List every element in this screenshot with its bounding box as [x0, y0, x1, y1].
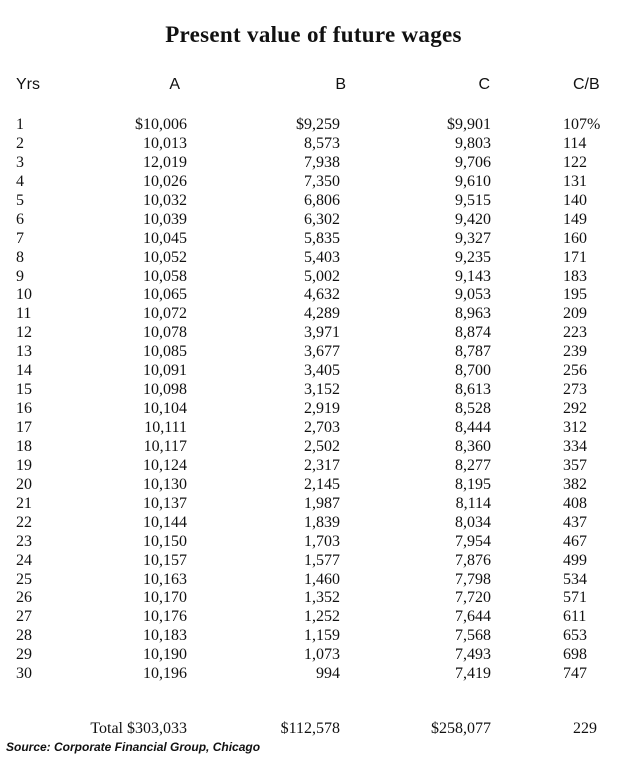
- table-row: [0, 268, 627, 287]
- cell-yrs: 23: [16, 532, 32, 550]
- cell-cb: 239: [563, 343, 587, 361]
- table-row: [0, 135, 627, 154]
- cell-cb: 292: [563, 400, 587, 418]
- cell-yrs: 22: [16, 513, 32, 531]
- cell-cb: 499: [563, 551, 587, 569]
- header-cb: C/B: [573, 76, 600, 93]
- cell-a: 10,039: [143, 210, 187, 228]
- cell-c: 7,720: [455, 589, 491, 607]
- cell-c: 8,528: [455, 400, 491, 418]
- table-row: [0, 627, 627, 646]
- cell-b: 6,302: [304, 210, 340, 228]
- cell-c: $9,901: [447, 116, 491, 133]
- cell-yrs: 3: [16, 153, 24, 171]
- cell-b: $9,259: [296, 116, 340, 133]
- cell-yrs: 10: [16, 286, 32, 304]
- table-row: [0, 514, 627, 533]
- table-row: [0, 324, 627, 343]
- cell-yrs: 25: [16, 570, 32, 588]
- cell-a: 10,170: [143, 589, 187, 607]
- table-row: [0, 495, 627, 514]
- cell-a: 10,190: [143, 646, 187, 664]
- cell-yrs: 2: [16, 134, 24, 152]
- cell-yrs: 18: [16, 437, 32, 455]
- cell-c: 8,700: [455, 362, 491, 380]
- cell-b: 8,573: [304, 134, 340, 152]
- cell-cb: 357: [563, 456, 587, 474]
- cell-cb: 437: [563, 513, 587, 531]
- table-row: [0, 286, 627, 305]
- table-row: [0, 608, 627, 627]
- table-row: [0, 400, 627, 419]
- cell-cb: 114: [563, 134, 587, 152]
- cell-c: 7,493: [455, 646, 491, 664]
- cell-c: 8,195: [455, 475, 491, 493]
- cell-yrs: 7: [16, 229, 24, 247]
- cell-b: 2,919: [304, 400, 340, 418]
- cell-a: 10,144: [143, 513, 187, 531]
- cell-b: 7,350: [304, 172, 340, 190]
- cell-yrs: 24: [16, 551, 32, 569]
- cell-cb: 223: [563, 324, 587, 342]
- cell-yrs: 27: [16, 608, 32, 626]
- cell-a: 10,072: [143, 305, 187, 323]
- header-a: A: [169, 76, 180, 93]
- cell-cb: 747: [563, 665, 587, 683]
- cell-a: 10,157: [143, 551, 187, 569]
- cell-yrs: 29: [16, 646, 32, 664]
- cell-b: 2,703: [304, 419, 340, 436]
- total-c: $258,077: [431, 720, 491, 737]
- table-row: [0, 381, 627, 400]
- cell-c: 9,420: [455, 210, 491, 228]
- cell-b: 2,145: [304, 475, 340, 493]
- cell-yrs: 4: [16, 172, 24, 190]
- cell-a: 10,176: [143, 608, 187, 626]
- cell-c: 9,235: [455, 248, 491, 266]
- cell-cb: 382: [563, 475, 587, 493]
- cell-yrs: 6: [16, 210, 24, 228]
- table-row: [0, 116, 627, 135]
- table-row: [0, 438, 627, 457]
- cell-a: 10,124: [143, 456, 187, 474]
- source-note: Source: Corporate Financial Group, Chicago: [6, 740, 261, 754]
- cell-a: 10,091: [143, 362, 187, 380]
- total-b: $112,578: [280, 720, 340, 737]
- cell-b: 2,502: [304, 437, 340, 455]
- cell-a: 12,019: [143, 153, 187, 171]
- cell-a: 10,150: [143, 532, 187, 550]
- cell-yrs: 8: [16, 248, 24, 266]
- cell-cb: 160: [563, 229, 587, 247]
- cell-c: 8,613: [455, 381, 491, 399]
- table-row: [0, 552, 627, 571]
- cell-a: 10,163: [143, 570, 187, 588]
- table-row: [0, 230, 627, 249]
- cell-cb: 653: [563, 627, 587, 645]
- cell-c: 9,706: [455, 153, 491, 171]
- table-row: [0, 665, 627, 684]
- cell-c: 9,803: [455, 134, 491, 152]
- cell-b: 4,289: [304, 305, 340, 323]
- cell-c: 8,277: [455, 456, 491, 474]
- cell-yrs: 30: [16, 665, 32, 683]
- cell-c: 8,963: [455, 305, 491, 323]
- cell-cb: 273: [563, 381, 587, 399]
- cell-cb: 312: [563, 419, 587, 436]
- cell-cb: 256: [563, 362, 587, 380]
- table-row: [0, 589, 627, 608]
- cell-b: 5,002: [304, 267, 340, 285]
- cell-yrs: 11: [16, 305, 32, 323]
- cell-c: 9,327: [455, 229, 491, 247]
- cell-cb: 534: [563, 570, 587, 588]
- cell-c: 8,114: [455, 494, 491, 512]
- cell-b: 3,152: [304, 381, 340, 399]
- cell-a: 10,026: [143, 172, 187, 190]
- cell-yrs: 17: [16, 419, 32, 436]
- table-body: [0, 116, 627, 684]
- cell-b: 1,073: [304, 646, 340, 664]
- table-row: [0, 343, 627, 362]
- cell-a: 10,104: [143, 400, 187, 418]
- cell-b: 1,577: [304, 551, 340, 569]
- cell-cb: 408: [563, 494, 587, 512]
- table-row: [0, 362, 627, 381]
- cell-a: 10,137: [143, 494, 187, 512]
- cell-c: 7,798: [455, 570, 491, 588]
- cell-c: 9,053: [455, 286, 491, 304]
- cell-yrs: 20: [16, 475, 32, 493]
- cell-a: 10,065: [143, 286, 187, 304]
- table-row: [0, 571, 627, 590]
- table-row: [0, 533, 627, 552]
- cell-yrs: 26: [16, 589, 32, 607]
- cell-a: 10,130: [143, 475, 187, 493]
- header-b: B: [335, 76, 346, 93]
- cell-b: 1,460: [304, 570, 340, 588]
- cell-yrs: 1: [16, 116, 24, 133]
- cell-a: 10,058: [143, 267, 187, 285]
- cell-c: 9,515: [455, 191, 491, 209]
- cell-yrs: 13: [16, 343, 32, 361]
- cell-a: $10,006: [135, 116, 187, 133]
- cell-b: 3,405: [304, 362, 340, 380]
- cell-a: 10,117: [143, 437, 187, 455]
- cell-cb: 107%: [563, 116, 601, 133]
- cell-c: 7,876: [455, 551, 491, 569]
- cell-b: 994: [316, 665, 340, 683]
- cell-b: 2,317: [304, 456, 340, 474]
- header-yrs: Yrs: [16, 76, 40, 93]
- cell-a: 10,052: [143, 248, 187, 266]
- table-row: [0, 211, 627, 230]
- cell-a: 10,196: [143, 665, 187, 683]
- table-row: [0, 476, 627, 495]
- cell-cb: 611: [563, 608, 587, 626]
- cell-b: 3,677: [304, 343, 340, 361]
- cell-cb: 183: [563, 267, 587, 285]
- cell-b: 7,938: [304, 153, 340, 171]
- table-row: [0, 457, 627, 476]
- cell-cb: 698: [563, 646, 587, 664]
- cell-a: 10,111: [144, 419, 187, 436]
- cell-c: 7,644: [455, 608, 491, 626]
- cell-cb: 209: [563, 305, 587, 323]
- header-c: C: [478, 76, 490, 93]
- total-cb: 229: [573, 720, 597, 737]
- cell-b: 1,159: [304, 627, 340, 645]
- cell-c: 8,444: [455, 419, 491, 436]
- cell-b: 1,352: [304, 589, 340, 607]
- cell-b: 1,703: [304, 532, 340, 550]
- cell-cb: 140: [563, 191, 587, 209]
- cell-yrs: 21: [16, 494, 32, 512]
- cell-a: 10,013: [143, 134, 187, 152]
- cell-yrs: 12: [16, 324, 32, 342]
- cell-yrs: 28: [16, 627, 32, 645]
- table-row: [0, 249, 627, 268]
- cell-b: 1,987: [304, 494, 340, 512]
- table-row: [0, 173, 627, 192]
- cell-b: 3,971: [304, 324, 340, 342]
- cell-c: 7,419: [455, 665, 491, 683]
- cell-a: 10,183: [143, 627, 187, 645]
- cell-c: 7,568: [455, 627, 491, 645]
- cell-cb: 467: [563, 532, 587, 550]
- cell-cb: 171: [563, 248, 587, 266]
- total-a: Total $303,033: [90, 720, 187, 737]
- page-title: Present value of future wages: [165, 22, 462, 47]
- cell-cb: 149: [563, 210, 587, 228]
- table-row: [0, 154, 627, 173]
- cell-b: 5,403: [304, 248, 340, 266]
- cell-c: 9,610: [455, 172, 491, 190]
- cell-yrs: 14: [16, 362, 32, 380]
- cell-b: 5,835: [304, 229, 340, 247]
- cell-c: 8,874: [455, 324, 491, 342]
- cell-a: 10,078: [143, 324, 187, 342]
- cell-b: 1,252: [304, 608, 340, 626]
- cell-b: 6,806: [304, 191, 340, 209]
- table-row: [0, 305, 627, 324]
- cell-b: 1,839: [304, 513, 340, 531]
- cell-cb: 131: [563, 172, 587, 190]
- table-header: [0, 76, 627, 96]
- cell-b: 4,632: [304, 286, 340, 304]
- cell-cb: 571: [563, 589, 587, 607]
- table-row: [0, 192, 627, 211]
- cell-a: 10,085: [143, 343, 187, 361]
- cell-c: 9,143: [455, 267, 491, 285]
- cell-c: 8,787: [455, 343, 491, 361]
- table-row: [0, 646, 627, 665]
- cell-yrs: 19: [16, 456, 32, 474]
- cell-yrs: 16: [16, 400, 32, 418]
- cell-c: 7,954: [455, 532, 491, 550]
- cell-a: 10,045: [143, 229, 187, 247]
- cell-cb: 195: [563, 286, 587, 304]
- cell-c: 8,360: [455, 437, 491, 455]
- cell-yrs: 15: [16, 381, 32, 399]
- cell-a: 10,098: [143, 381, 187, 399]
- cell-a: 10,032: [143, 191, 187, 209]
- table-row: [0, 419, 627, 438]
- cell-cb: 334: [563, 437, 587, 455]
- cell-cb: 122: [563, 153, 587, 171]
- total-row: [0, 720, 627, 740]
- cell-yrs: 5: [16, 191, 24, 209]
- cell-c: 8,034: [455, 513, 491, 531]
- cell-yrs: 9: [16, 267, 24, 285]
